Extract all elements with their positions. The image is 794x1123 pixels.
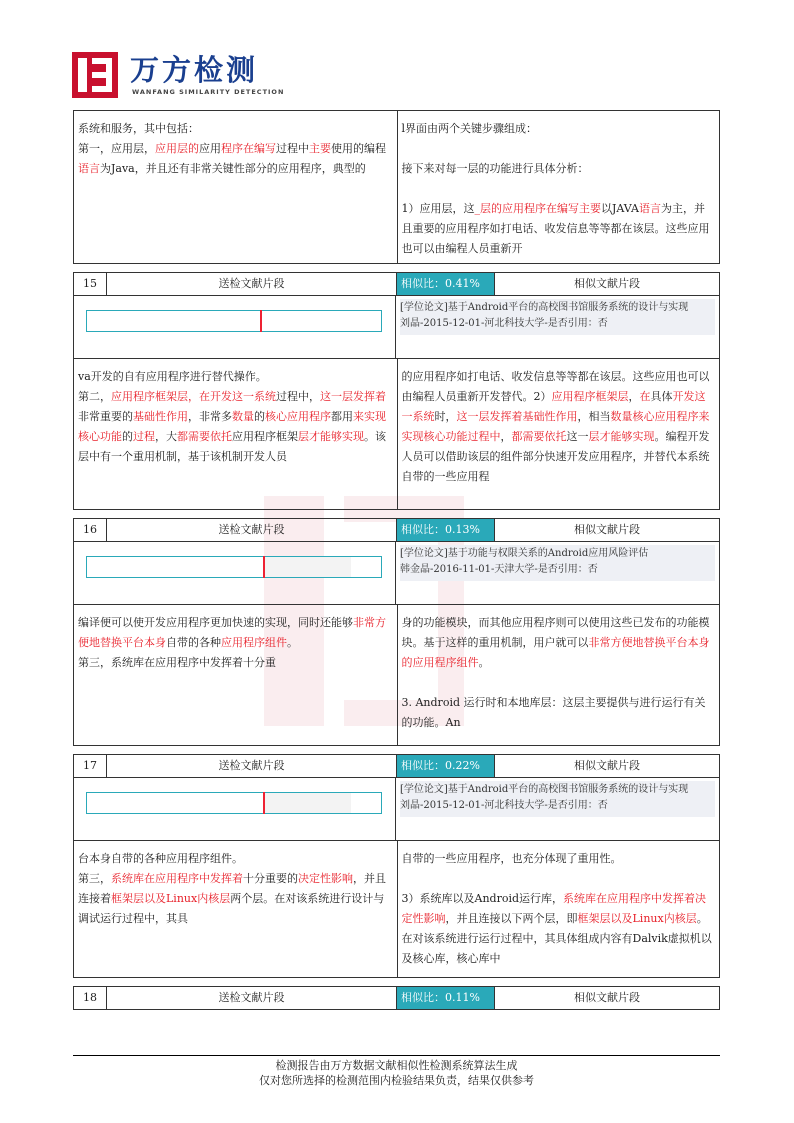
fragment-text-row (73, 841, 720, 978)
fragment-text: 1）应用层，这 (401, 202, 475, 215)
position-bar-cell (74, 542, 396, 604)
highlighted-text: 应用程序组件 (221, 636, 287, 649)
fragment-text: 过程中， (276, 390, 320, 403)
fragment-text: 的 (254, 410, 265, 423)
fragment-text: 系统和服务，其中包括： (78, 122, 199, 135)
report-footer (73, 1055, 720, 1088)
fragment-text: ，相当 (577, 410, 611, 423)
fragment-text: 为主， (660, 202, 694, 215)
similar-fragment-label: 相似文献片段 (574, 277, 640, 290)
fragment-text: 自带的各种 (166, 636, 221, 649)
similar-fragment-label: 相似文献片段 (574, 759, 640, 772)
fragment-text: 两个层。在对该系统进行设计与调试运行过程中，其具 (78, 892, 385, 925)
source-line2: 刘晶-2015-12-01-河北科技大学-是否引用：否 (400, 318, 608, 329)
fragment-text: 为Java，并且还有非常关键性部分的应用程序，典型的 (100, 162, 366, 175)
fragment-position-row (73, 542, 720, 605)
highlighted-text: 框架层以及Linux内核层 (577, 912, 697, 925)
highlighted-text: 语言 (638, 202, 661, 215)
highlighted-text: 系统库在应用程序中发挥着 (111, 872, 243, 885)
fragment-text: 第三， (78, 872, 111, 885)
highlighted-text: 来实现核心功能 (78, 410, 386, 443)
fragment-text: 编译便可以使开发应用程序更加快速的实现，同时还能够 (78, 616, 353, 629)
similarity-ratio: 相似比：0.41% (397, 273, 495, 295)
fragment-text: 第一，应用层， (78, 142, 155, 155)
fragment-text-row (73, 605, 720, 746)
highlighted-text: _层的应用程序在编写主要 (474, 202, 601, 215)
fragment-text: 3. Android 运行时和本地库层：这层主要提供与进行运行有关的功能。An (401, 696, 706, 729)
position-bar-cell (74, 296, 396, 358)
fragment-text: 的 (122, 430, 133, 443)
fragment-text: 使用的编程 (331, 142, 386, 155)
submitted-fragment-label: 送检文献片段 (107, 273, 397, 295)
fragment-text-row (73, 110, 720, 264)
highlighted-text: 语言 (78, 162, 100, 175)
submitted-fragment-label: 送检文献片段 (107, 755, 397, 777)
fragment-text: 以JAVA (601, 202, 639, 215)
position-bar (86, 792, 382, 814)
source-info (400, 299, 715, 335)
submitted-fragment-label: 送检文献片段 (107, 987, 397, 1009)
fragment-text: va开发的自有应用程序进行替代操作。 (78, 370, 267, 383)
fragment-text: 第三，系统库在应用程序中发挥着十分重 (78, 656, 276, 669)
fragment-number: 18 (74, 987, 107, 1009)
highlighted-text: 应用程序框架层，在开发这一系统 (111, 390, 276, 403)
position-bar-cell (74, 778, 396, 840)
source-line2: 韩金晶-2016-11-01-天津大学-是否引用：否 (400, 564, 598, 575)
fragment-text: 这一 (566, 430, 589, 443)
source-line1: [学位论文]基于Android平台的高校图书馆服务系统的设计与实现 (400, 784, 689, 795)
highlighted-text: 应用层的 (155, 142, 199, 155)
fragment-text: ， (500, 430, 512, 443)
fragment-text: ，并且连接着 (78, 872, 386, 905)
highlighted-text: 层才能够实现 (588, 430, 655, 443)
highlighted-text: 开发这一系统 (401, 390, 706, 423)
similar-fragment-label: 相似文献片段 (574, 523, 640, 536)
highlighted-text: 数量核心应用程序来实现核心功能过程中 (401, 410, 710, 443)
similar-fragment-text (397, 111, 720, 263)
source-info (400, 545, 715, 581)
fragment-text: 。在对该系统进行运行过程中，其具体组成内容有Dalvik虚拟机以及核心库，核心库中 (401, 912, 712, 965)
highlighted-text: 数量 (232, 410, 254, 423)
highlighted-text: 非常方便地替换平台本身 (78, 616, 386, 649)
fragment-text: 自带的一些应用程序，也充分体现了重用性。 (401, 852, 622, 865)
fragment-text: 3）系统库以及Android运行库， (401, 892, 564, 905)
highlighted-text: 系统库在应用程序中发挥着决定性影响 (401, 892, 707, 925)
source-line1: [学位论文]基于Android平台的高校图书馆服务系统的设计与实现 (400, 302, 689, 313)
fragment-text: 身的功能模块，而其他应用程序则可以使用这些已发布的功能模块。基于这样的重用机制，用户就可以 (401, 616, 710, 649)
logo-text: 万方检测 (130, 53, 259, 87)
similar-fragment-text (397, 605, 720, 745)
fragment-text: 具体 (650, 390, 673, 403)
source-line2: 刘晶-2015-12-01-河北科技大学-是否引用：否 (400, 800, 608, 811)
fragment-text: l界面由两个关键步骤组成： (401, 122, 538, 135)
covered-region (263, 793, 351, 813)
logo-subtitle: WANFANG SIMILARITY DETECTION (132, 88, 285, 96)
highlighted-text: 核心应用程序 (265, 410, 331, 423)
similarity-ratio: 相似比：0.11% (397, 987, 495, 1009)
highlighted-text: 都需要依托 (511, 430, 567, 443)
fragment-header (73, 518, 720, 542)
fragment-text: 应用程序框架 (232, 430, 298, 443)
highlighted-text: 主要 (309, 142, 331, 155)
fragment-position-row (73, 296, 720, 359)
wanfang-logo (72, 52, 292, 98)
similar-fragment-text (397, 841, 720, 977)
fragment-position-marker (263, 792, 265, 814)
submitted-fragment-text (74, 605, 397, 745)
submitted-fragment-label: 送检文献片段 (107, 519, 397, 541)
source-info (400, 781, 715, 817)
position-bar (86, 310, 382, 332)
submitted-fragment-text (74, 111, 397, 263)
highlighted-text: 层才能够实现 (298, 430, 364, 443)
fragment-text: 时， (434, 410, 457, 423)
fragment-header (73, 272, 720, 296)
fragment-position-row (73, 778, 720, 841)
fragment-position-marker (260, 310, 262, 332)
fragment-text: 。编程开发人员可以借助该层的组件部分快速开发应用程序，并替代本系统自带的一些应用程 (401, 430, 710, 483)
similar-fragment-text (397, 359, 720, 509)
fragment-header (73, 754, 720, 778)
fragment-text: 十分重要的 (243, 872, 298, 885)
highlighted-text: 程序在编写 (221, 142, 276, 155)
fragment-text: ， (628, 390, 640, 403)
source-reference (396, 778, 719, 840)
fragment-text: 第二， (78, 390, 111, 403)
footer-line-1: 检测报告由万方数据文献相似性检测系统算法生成 (275, 1059, 518, 1072)
fragment-text: 并且重要的应用程序如打电话、收发信息等等都在该层。这些应用也可以由编程人员重新开 (401, 202, 710, 255)
source-reference (396, 296, 719, 358)
highlighted-text: 决定性影响 (298, 872, 353, 885)
highlighted-text: 基础性作用 (133, 410, 188, 423)
fragment-text: 台本身自带的各种应用程序组件。 (78, 852, 243, 865)
similar-fragment-label: 相似文献片段 (574, 991, 640, 1004)
footer-line-2: 仅对您所选择的检测范围内检验结果负责，结果仅供参考 (259, 1074, 534, 1087)
fragment-position-marker (263, 556, 265, 578)
fragment-text: 应用 (199, 142, 221, 155)
fragment-number: 17 (74, 755, 107, 777)
fragment-text: ，大 (155, 430, 177, 443)
fragment-text: 接下来对每一层的功能进行具体分析： (401, 162, 589, 175)
report-table (73, 110, 720, 1010)
fragment-text: 非常重要的 (78, 410, 133, 423)
highlighted-text: 在 (639, 390, 651, 403)
fragment-text-row (73, 359, 720, 510)
fragment-text: ，并且连接以下两个层，即 (445, 912, 578, 925)
submitted-fragment-text (74, 841, 397, 977)
fragment-text: 。 (287, 636, 298, 649)
fragment-text: 都用 (331, 410, 353, 423)
source-reference (396, 542, 719, 604)
highlighted-text: 都需要依托 (177, 430, 232, 443)
similarity-ratio: 相似比：0.22% (397, 755, 495, 777)
fragment-text: 。 (478, 656, 490, 669)
fragment-text: 过程中 (276, 142, 309, 155)
similarity-ratio: 相似比：0.13% (397, 519, 495, 541)
highlighted-text: 过程 (133, 430, 155, 443)
highlighted-text: 框架层以及Linux内核层 (111, 892, 231, 905)
logo-mark-icon (72, 52, 118, 98)
position-bar (86, 556, 382, 578)
highlighted-text: 这一层发挥着基础性作用 (456, 410, 578, 423)
source-line1: [学位论文]基于功能与权限关系的Android应用风险评估 (400, 548, 649, 559)
highlighted-text: 这一层发挥着 (320, 390, 386, 403)
highlighted-text: 非常方便地替换平台本身的应用程序组件 (401, 636, 710, 669)
fragment-text: 的应用程序如打电话、收发信息等等都在该层。这些应用也可以由编程人员重新开发替代。2） (401, 370, 710, 403)
highlighted-text: 应用程序框架层 (551, 390, 629, 403)
fragment-header (73, 986, 720, 1010)
fragment-number: 16 (74, 519, 107, 541)
covered-region (263, 557, 351, 577)
submitted-fragment-text (74, 359, 397, 509)
fragment-text: 。该层中有一个重用机制，基于该机制开发人员 (78, 430, 386, 463)
fragment-number: 15 (74, 273, 107, 295)
fragment-text: ，非常多 (188, 410, 232, 423)
